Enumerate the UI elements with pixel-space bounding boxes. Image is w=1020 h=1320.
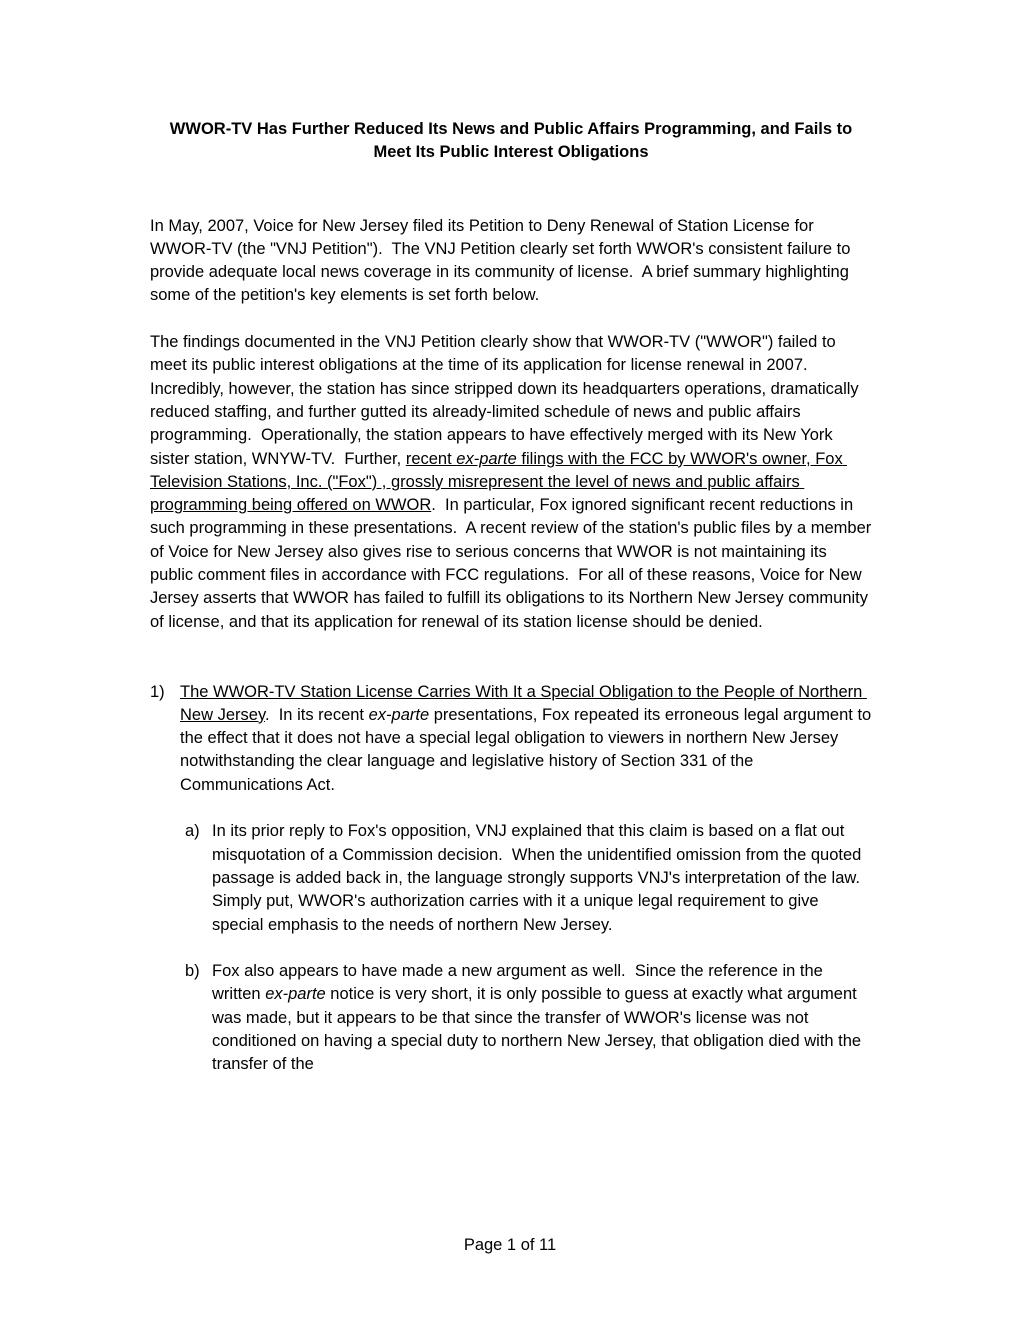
lettered-item-a bbox=[185, 820, 872, 936]
list-marker: b) bbox=[185, 962, 200, 981]
list-marker: a) bbox=[185, 822, 200, 841]
text-run: . In its recent bbox=[264, 705, 369, 724]
page-number-footer: Page 1 of 11 bbox=[463, 1236, 557, 1254]
text-run-italic: ex-parte bbox=[265, 985, 326, 1004]
text-run: notice is very short, it is only possible to guess at exactly what argument was made, but it appears to be that since the transfer of WWOR's license was not conditioned on having a special duty to northern New Jersey, that obligation died with the transfer of the bbox=[212, 985, 866, 1074]
text-run-underline: filings with the FCC by WWOR's owner, Fox Television Stations, Inc. ("Fox") , grossly misrepresent the level of news and public affairs programming being offered on WWOR bbox=[150, 449, 848, 515]
paragraph-findings bbox=[150, 331, 876, 634]
list-marker: 1) bbox=[150, 682, 165, 701]
text-run-underline-italic: ex-parte bbox=[456, 449, 517, 468]
numbered-item-1 bbox=[150, 681, 876, 797]
document-content bbox=[150, 118, 876, 1100]
text-run: The findings documented in the VNJ Petition clearly show that WWOR-TV ("WWOR") failed to meet its public interest obligations at the time of its application for license renewal in 2007. Incredibly, however, the station has since stripped down its headquarters operations, dramatically reduced staffing, and further gutted its already-limited schedule of news and public affairs programming. Operationally, the station appears to have effectively merged with its New York sister station, WNYW-TV. Further, bbox=[150, 333, 864, 468]
document-title: WWOR-TV Has Further Reduced Its News and Public Affairs Programming, and Fails to Meet Its Public Interest Obligations bbox=[169, 120, 857, 162]
text-run-underline: The WWOR-TV Station License Carries With It a Special Obligation to the People of Northern New Jersey bbox=[180, 682, 867, 724]
vertical-spacer bbox=[150, 657, 872, 680]
text-run: Fox also appears to have made a new argument as well. Since the reference in the written bbox=[212, 962, 828, 1004]
text-run: In its prior reply to Fox's opposition, VNJ explained that this claim is based on a flat out misquotation of a Commission decision. When the unidentified omission from the quoted passage is added back in, the language strongly supports VNJ's interpretation of the law. Simply put, WWOR's authorization carries with it a unique legal requirement to give special emphasis to the needs of northern New Jersey. bbox=[212, 822, 870, 934]
paragraph-intro: In May, 2007, Voice for New Jersey filed its Petition to Deny Renewal of Station License for WWOR-TV (the "VNJ Petition"). The VNJ Petition clearly set forth WWOR's consistent failure to provide adequate local news coverage in its community of license. A brief summary highlighting some of the petition's key elements is set forth below. bbox=[150, 216, 856, 305]
text-run: . In particular, Fox ignored significant recent reductions in such programming in these presentations. A recent review of the station's public files by a member of Voice for New Jersey also gives rise to serious concerns that WWOR is not maintaining its public comment files in accordance with FCC regulations. For all of these reasons, Voice for New Jersey asserts that WWOR has failed to fulfill its obligations to its Northern New Jersey community of license, and that its application for renewal of its station license should be denied. bbox=[150, 496, 876, 631]
text-run-italic: ex-parte bbox=[368, 705, 430, 724]
text-run-underline: recent bbox=[405, 449, 457, 468]
lettered-item-b bbox=[185, 960, 872, 1076]
text-run: presentations, Fox repeated its erroneous legal argument to the effect that it does not have a special legal obligation to viewers in northern New Jersey notwithstanding the clear language and legislative history of Section 331 of the Communications Act. bbox=[180, 705, 876, 794]
